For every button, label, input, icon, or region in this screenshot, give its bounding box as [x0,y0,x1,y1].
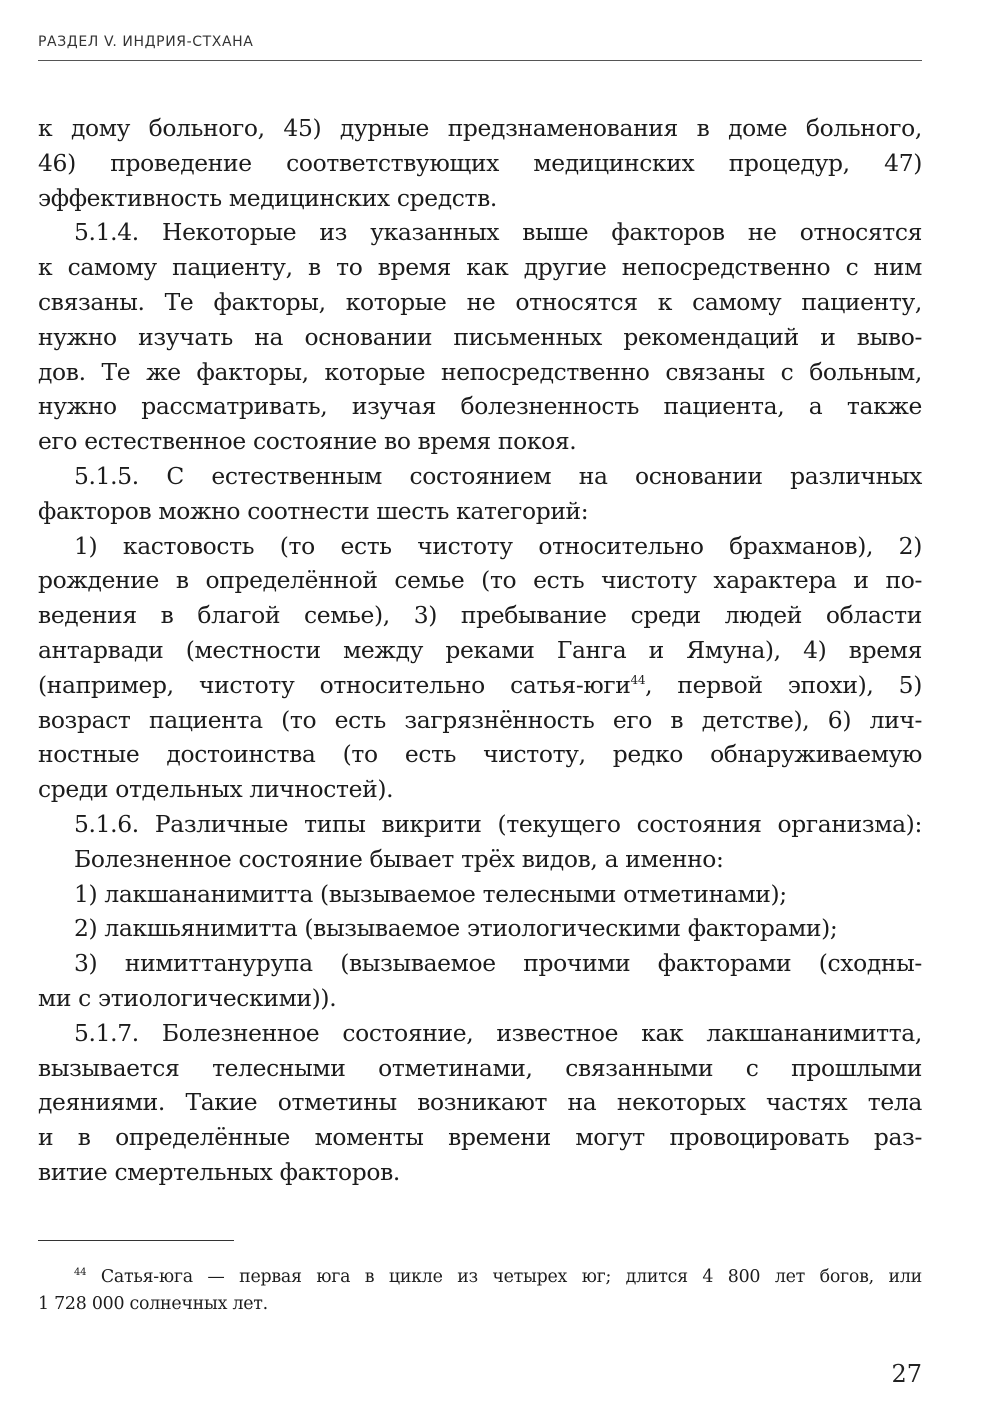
text-line: и в определённые моменты времени могут провоцировать раз- [38,1123,922,1152]
text-line: вызывается телесными отметинами, связанными с прошлыми [38,1053,922,1082]
footnote [38,1264,922,1318]
text-line: ми с этиологическими)). [38,983,337,1012]
text-line: среди отдельных личностей). [38,775,394,804]
text-line: антарвади (местности между реками Ганга и Ямуна), 4) время [38,635,922,664]
main-text [38,111,922,1190]
text-line: 5.1.6. Различные типы викрити (текущего состояния организма): [74,809,922,838]
text-line: 1) кастовость (то есть чистоту относительно брахманов), 2) [74,531,922,560]
text-line: ведения в благой семье), 3) пребывание среди людей области [38,601,922,630]
text-line: факторов можно соотнести шесть категорий: [38,496,589,525]
text-segment: , первой эпохи), 5) [645,670,922,699]
text-line: эффективность медицинских средств. [38,183,498,212]
text-line: деяниями. Такие отметины возникают на некоторых частях тела [38,1088,922,1117]
footnote-reference[interactable]: 44 [630,672,646,687]
text-line: его естественное состояние во время покоя. [38,427,577,456]
text-line: связаны. Те факторы, которые не относятся к самому пациенту, [38,287,922,316]
footnote-divider [38,1240,234,1241]
text-line: нужно рассматривать, изучая болезненность пациента, а также [38,392,922,421]
text-line: 5.1.5. С естественным состоянием на основании различных [74,461,922,490]
text-line: Болезненное состояние бывает трёх видов, а именно: [74,844,724,873]
footnote-line [38,1264,922,1291]
text-line: нужно изучать на основании письменных рекомендаций и выво- [38,322,922,351]
text-line: 2) лакшьянимитта (вызываемое этиологическими факторами); [74,914,838,943]
page-number: 27 [891,1360,922,1388]
text-line: к дому больного, 45) дурные предзнаменования в доме больного, [38,114,922,142]
running-header: РАЗДЕЛ V. ИНДРИЯ-СТХАНА [38,34,254,50]
text-line: 5.1.7. Болезненное состояние, известное как лакшананимитта, [74,1018,922,1047]
text-line: рождение в определённой семье (то есть чистоту характера и по- [38,566,922,595]
header-divider [38,60,922,61]
footnote-line: 1 728 000 солнечных лет. [38,1294,268,1314]
footnote-marker: 44 [74,1267,87,1278]
text-line: 5.1.4. Некоторые из указанных выше факторов не относятся [74,218,922,247]
text-line-with-footnote-ref [38,668,922,703]
footnote-text: Сатья-юга — первая юга в цикле из четырех юг; длится 4 800 лет богов, или [100,1267,923,1287]
text-line: возраст пациента (то есть загрязнённость его в детстве), 6) лич- [38,705,922,734]
text-line: витие смертельных факторов. [38,1157,400,1186]
text-line: дов. Те же факторы, которые непосредственно связаны с больным, [38,357,922,386]
text-line: 3) нимиттанурупа (вызываемое прочими факторами (сходны- [74,949,922,978]
text-line: 1) лакшананимитта (вызываемое телесными отметинами); [74,879,787,908]
text-line: 46) проведение соответствующих медицинских процедур, 47) [38,148,922,177]
text-line: ностные достоинства (то есть чистоту, редко обнаруживаемую [38,740,922,769]
text-line: к самому пациенту, в то время как другие непосредственно с ним [38,253,922,282]
text-segment: (например, чистоту относительно сатья-юги [38,670,631,699]
